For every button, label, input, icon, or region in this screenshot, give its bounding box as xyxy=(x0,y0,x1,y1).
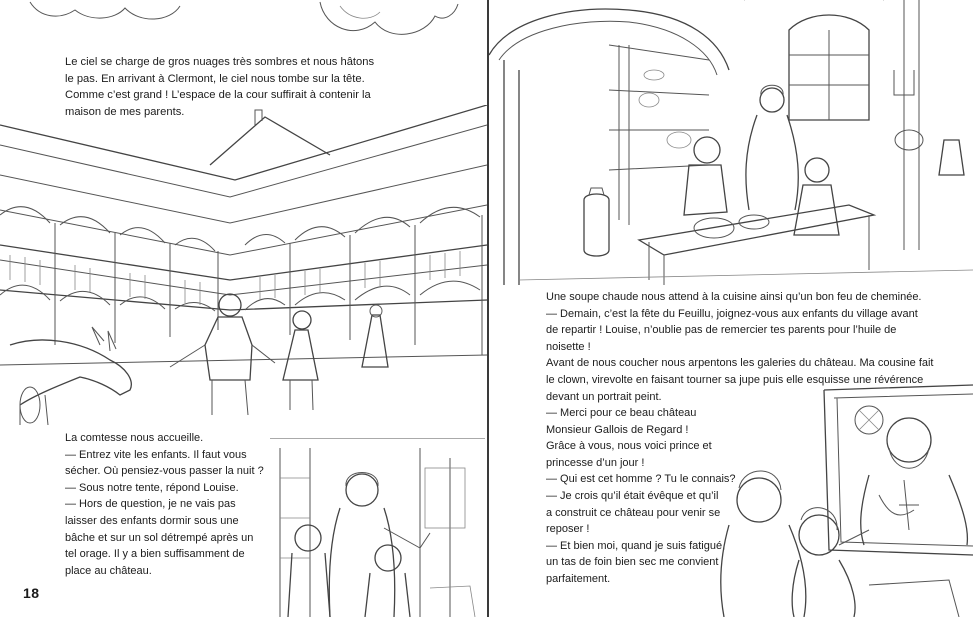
storm-clouds-illustration xyxy=(20,0,460,60)
page-number: 18 xyxy=(23,585,40,601)
countess-greeting-illustration xyxy=(270,438,485,617)
paragraph-countess: La comtesse nous accueille. — Entrez vite les enfants. Il faut vous sécher. Où pensiez-vous passer la nuit ? — Sous notre tente, répond Louise. — Hors de question, je ne vais pas laisser des enfants dormir sous une bâche et sur un sol détrempé après un tel orage. Il y a bien suffisamment de place au château. xyxy=(65,432,264,577)
kitchen-scene-illustration xyxy=(489,0,973,290)
paragraph-kitchen: Une soupe chaude nous attend à la cuisine ainsi qu’un bon feu de cheminée. — Demain, c’est la fête du Feuillu, joignez-vous aux enfants du village avant de repartir ! Louise, n’oublie pas de remercier tes parents pour l’huile de noisette ! Avant de nous coucher nous arpentons les galeries du château. Ma cousine fait le clown, virevolte en faisant tourner sa jupe puis elle esquisse une révérence devant un portrait peint. xyxy=(546,291,934,403)
paragraph-portrait: — Merci pour ce beau château Monsieur Gallois de Regard ! Grâce à vous, nous voici prince et princesse d’un jour ! — Qui est cet homme ? Tu le connais? — Je crois qu’il était évêque et qu’il a construit ce château pour venir se reposer ! — Et bien moi, quand je suis fatigué, un tas de foin bien sec me convient parfaitement. xyxy=(546,407,736,585)
paragraph-arrival: Le ciel se charge de gros nuages très sombres et nous hâtons le pas. En arrivant à Clermont, le ciel nous tombe sur la tête. Comme c’est grand ! L’espace de la cour suffirait à contenir la maison de mes parents. xyxy=(65,56,375,118)
courtyard-arcades-illustration xyxy=(0,105,487,425)
right-page xyxy=(489,0,973,617)
bishop-portrait-illustration xyxy=(719,380,973,617)
